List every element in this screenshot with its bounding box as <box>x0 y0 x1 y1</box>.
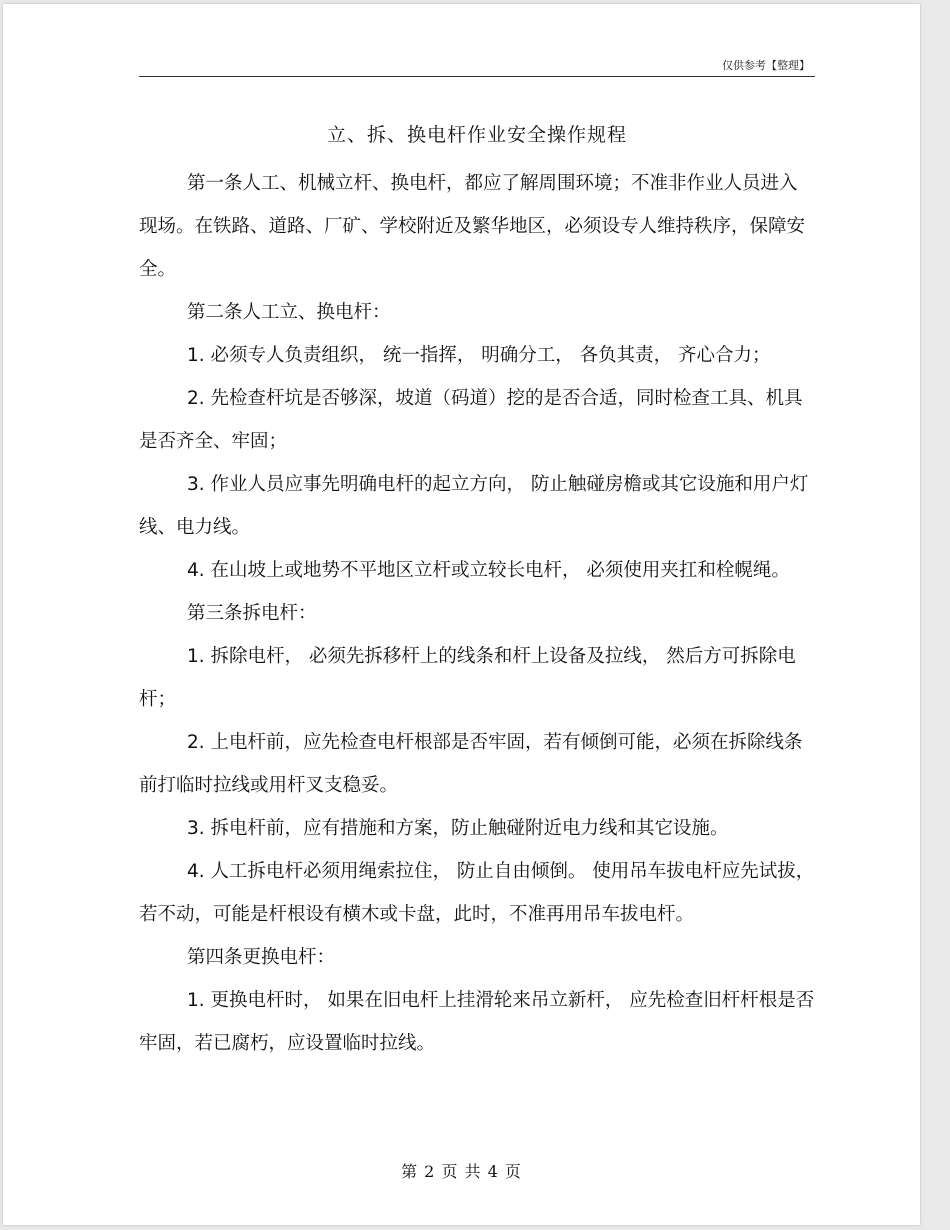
page-number: 第 2 页 共 4 页 <box>401 1162 522 1181</box>
header-divider <box>139 76 815 77</box>
document-body <box>139 162 815 1065</box>
paragraph: 4. 在山坡上或地势不平地区立杆或立较长电杆， 必须使用夹扛和栓幌绳。 <box>187 560 790 581</box>
section-heading: 第二条人工立、换电杆： <box>187 302 391 323</box>
header-note: 仅供参考【整理】 <box>722 59 810 72</box>
paragraph: 1. 更换电杆时， 如果在旧电杆上挂滑轮来吊立新杆， 应先检查旧杆杆根是否牢固，若已腐朽，应设置临时拉线。 <box>139 990 815 1054</box>
paragraph: 1. 必须专人负责组织， 统一指挥， 明确分工， 各负其责， 齐心合力； <box>187 345 771 366</box>
section-heading: 第三条拆电杆： <box>187 603 317 624</box>
paragraph: 2. 上电杆前，应先检查电杆根部是否牢固，若有倾倒可能，必须在拆除线条前打临时拉线或用杆叉支稳妥。 <box>139 732 803 796</box>
paragraph: 3. 拆电杆前，应有措施和方案，防止触碰附近电力线和其它设施。 <box>187 818 729 839</box>
paragraph: 1. 拆除电杆， 必须先拆移杆上的线条和杆上设备及拉线， 然后方可拆除电杆； <box>139 646 796 710</box>
section-heading: 第四条更换电杆： <box>187 947 336 968</box>
document-title: 立、拆、换电杆作业安全操作规程 <box>326 124 627 146</box>
paragraph: 2. 先检查杆坑是否够深，坡道（码道）挖的是否合适，同时检查工具、机具是否齐全、牢固； <box>139 388 803 452</box>
paragraph: 第一条人工、机械立杆、换电杆，都应了解周围环境；不准非作业人员进入现场。在铁路、道路、厂矿、学校附近及繁华地区，必须设专人维持秩序，保障安全。 <box>139 173 806 280</box>
document-page <box>3 4 920 1225</box>
paragraph: 4. 人工拆电杆必须用绳索拉住， 防止自由倾倒。 使用吊车拔电杆应先试拔，若不动，可能是杆根设有横木或卡盘，此时，不准再用吊车拔电杆。 <box>139 861 815 925</box>
paragraph: 3. 作业人员应事先明确电杆的起立方向， 防止触碰房檐或其它设施和用户灯线、电力线。 <box>139 474 809 538</box>
